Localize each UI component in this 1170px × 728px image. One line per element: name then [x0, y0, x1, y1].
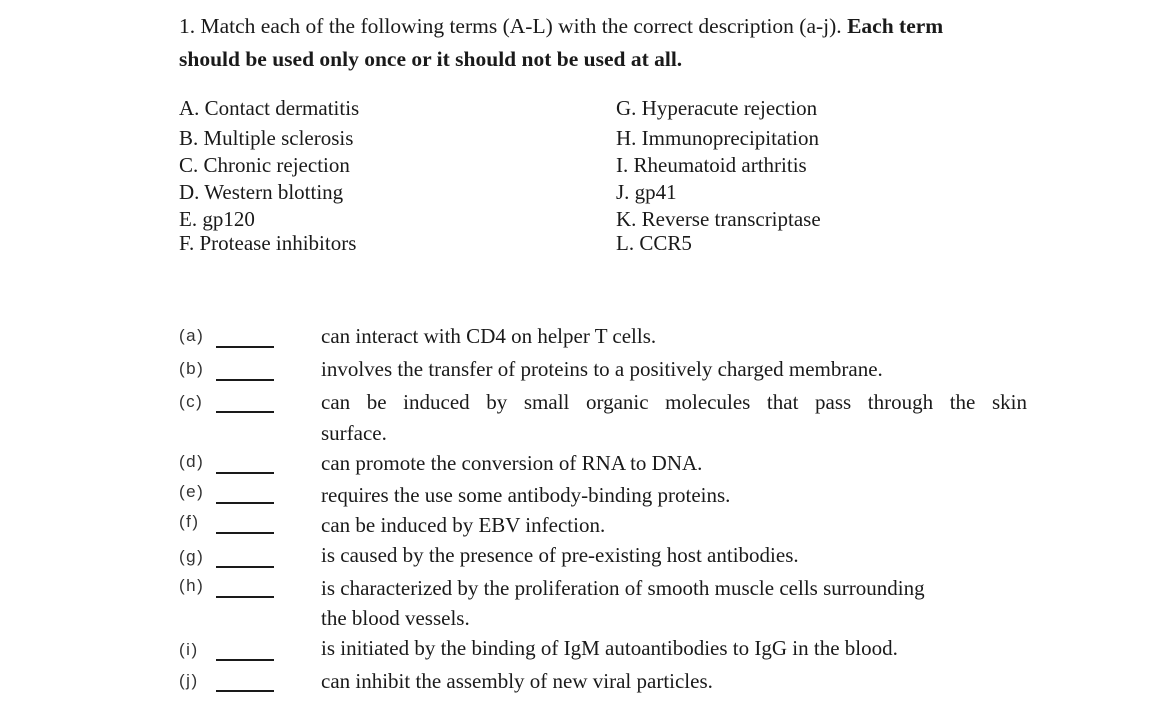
item-label-a: (a)	[179, 326, 205, 345]
term-d: D. Western blotting	[179, 180, 344, 204]
answer-blank-h[interactable]	[216, 596, 274, 598]
question-emphasis-cont: should be used only once or it should not be used at all.	[179, 47, 683, 71]
term-a: A. Contact dermatitis	[179, 96, 360, 120]
term-e: E. gp120	[179, 207, 255, 231]
term-g: G. Hyperacute rejection	[616, 96, 818, 120]
item-desc-a: can interact with CD4 on helper T cells.	[321, 324, 657, 348]
answer-blank-g[interactable]	[216, 566, 274, 568]
item-label-j: (j)	[179, 671, 199, 690]
question-line-2	[179, 47, 682, 72]
question-emphasis: Each term	[847, 14, 944, 38]
item-desc-h: is characterized by the proliferation of smooth muscle cells surrounding	[321, 576, 925, 600]
answer-blank-f[interactable]	[216, 532, 274, 534]
term-l: L. CCR5	[616, 231, 692, 255]
question-line-1	[179, 14, 943, 39]
answer-blank-j[interactable]	[216, 690, 274, 692]
item-label-h: (h)	[179, 576, 205, 595]
item-label-g: (g)	[179, 547, 205, 566]
question-text: 1. Match each of the following terms (A-L) with the correct description (a-j).	[179, 14, 848, 38]
term-c: C. Chronic rejection	[179, 153, 350, 177]
item-desc-g: is caused by the presence of pre-existing host antibodies.	[321, 543, 799, 567]
item-desc-j: can inhibit the assembly of new viral particles.	[321, 669, 713, 693]
term-b: B. Multiple sclerosis	[179, 126, 354, 150]
term-h: H. Immunoprecipitation	[616, 126, 819, 150]
item-label-e: (e)	[179, 482, 205, 501]
item-desc-h-cont: the blood vessels.	[321, 606, 470, 630]
item-label-i: (i)	[179, 640, 199, 659]
term-j: J. gp41	[616, 180, 677, 204]
item-desc-i: is initiated by the binding of IgM autoantibodies to IgG in the blood.	[321, 636, 898, 660]
item-label-c: (c)	[179, 392, 204, 411]
answer-blank-a[interactable]	[216, 346, 274, 348]
item-desc-c: can be induced by small organic molecules that pass through the skin	[321, 390, 1027, 414]
item-label-d: (d)	[179, 452, 205, 471]
term-f: F. Protease inhibitors	[179, 231, 357, 255]
item-desc-e: requires the use some antibody-binding proteins.	[321, 483, 731, 507]
item-desc-d: can promote the conversion of RNA to DNA.	[321, 451, 703, 475]
item-desc-b: involves the transfer of proteins to a positively charged membrane.	[321, 357, 883, 381]
answer-blank-i[interactable]	[216, 659, 274, 661]
term-i: I. Rheumatoid arthritis	[616, 153, 807, 177]
item-label-b: (b)	[179, 359, 205, 378]
item-label-f: (f)	[179, 512, 200, 531]
answer-blank-d[interactable]	[216, 472, 274, 474]
answer-blank-c[interactable]	[216, 411, 274, 413]
answer-blank-b[interactable]	[216, 379, 274, 381]
item-desc-c-cont: surface.	[321, 421, 387, 445]
answer-blank-e[interactable]	[216, 502, 274, 504]
term-k: K. Reverse transcriptase	[616, 207, 821, 231]
item-desc-f: can be induced by EBV infection.	[321, 513, 606, 537]
